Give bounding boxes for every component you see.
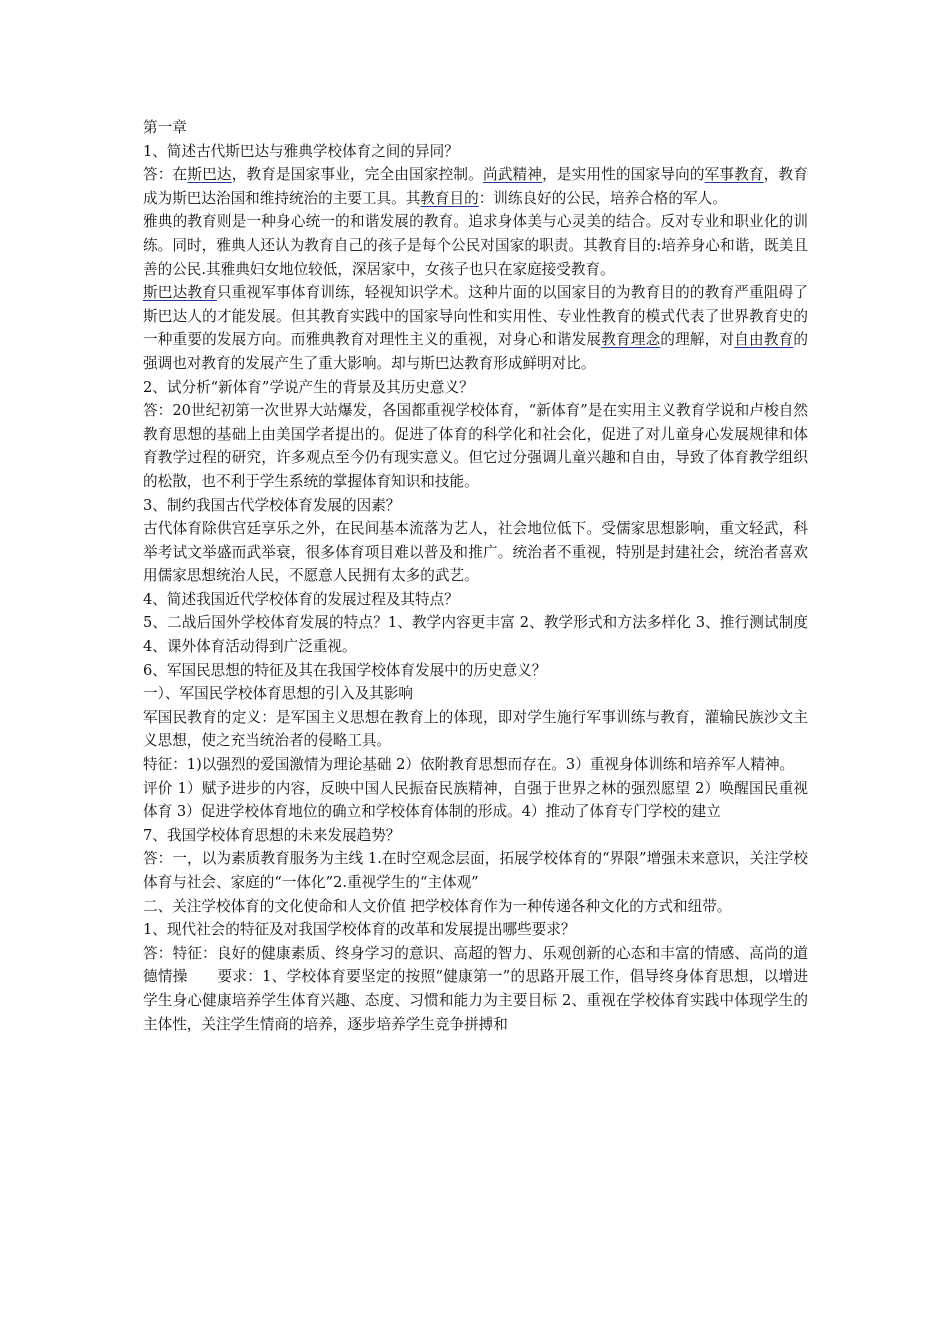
paragraph	[143, 777, 808, 824]
paragraph	[143, 659, 808, 683]
text-run: 一）、军国民学校体育思想的引入及其影响	[143, 685, 413, 703]
text-run: 6、军国民思想的特征及其在我国学校体育发展中的历史意义？	[143, 661, 547, 679]
paragraph	[143, 706, 808, 753]
text-run: ，教育成为斯巴达治国和维持统治的主要工具。其	[143, 166, 808, 207]
text-run: 军国民教育的定义：是军国主义思想在教育上的体现，即对学生施行军事训练与教育，灌输民族沙文主义思想，使之充当统治者的侵略工具。	[143, 708, 808, 750]
document-body	[143, 116, 808, 1036]
text-run: 1、现代社会的特征及对我国学校体育的改革和发展提出哪些要求？	[143, 921, 576, 939]
hyperlink[interactable]: 斯巴达教育	[143, 284, 217, 302]
text-run: 二、关注学校体育的文化使命和人文价值 把学校体育作为一种传递各种文化的方式和纽带。	[143, 897, 732, 915]
text-run: 答：在	[143, 166, 188, 184]
text-run: 答：一，以为素质教育服务为主线 1.在时空观念层面，拓展学校体育的“界限”增强未来意识，关注学校体育与社会、家庭的“一体化”2.重视学生的“主体观”	[143, 850, 808, 891]
text-run: 2、试分析“新体育”学说产生的背景及其历史意义？	[143, 378, 474, 396]
paragraph	[143, 847, 808, 894]
text-run: 雅典的教育则是一种身心统一的和谐发展的教育。追求身体美与心灵美的结合。反对专业和职业化的训练。同时，雅典人还认为教育自己的孩子是每个公民对国家的职责。其教育目的:培养身心和谐，既美且善的公民.其雅典妇女地位较低，深居家中，女孩子也只在家庭接受教育。	[143, 213, 808, 278]
text-run: 的理解，对	[660, 331, 735, 349]
hyperlink[interactable]: 尚武精神	[482, 166, 543, 184]
text-run: 只重视军事体育训练，轻视知识学术。这种片面的以国家目的为教育目的的教育严重阻碍了斯巴达人的才能发展。但其教育实践中的国家导向性和实用性、专业性教育的模式代表了世界教育史的一种重要的发展方向。而雅典教育对理性主义的重视，对身心和谐发展	[143, 284, 808, 349]
paragraph	[143, 116, 808, 140]
paragraph	[143, 210, 808, 281]
paragraph	[143, 517, 808, 588]
paragraph	[143, 895, 808, 919]
hyperlink[interactable]: 教育目的	[420, 189, 479, 207]
paragraph	[143, 588, 808, 612]
paragraph	[143, 494, 808, 518]
paragraph	[143, 281, 808, 375]
paragraph	[143, 399, 808, 493]
text-run: 3、制约我国古代学校体育发展的因素？	[143, 496, 401, 514]
paragraph	[143, 753, 808, 777]
hyperlink[interactable]: 自由教育	[734, 331, 794, 349]
text-run: ，教育是国家事业，完全由国家控制。	[231, 166, 483, 184]
text-run: 古代体育除供宫廷享乐之外，在民间基本流落为艺人，社会地位低下。受儒家思想影响，重文轻武，科举考试文举盛而武举衰，很多体育项目难以普及和推广。统治者不重视，特别是封建社会，统治者喜欢用儒家思想统治人民，不愿意人民拥有太多的武艺。	[143, 520, 808, 585]
hyperlink[interactable]: 斯巴达	[187, 166, 232, 184]
paragraph	[143, 918, 808, 942]
text-run: ，是实用性的国家导向的	[542, 166, 705, 184]
text-run: 的强调也对教育的发展产生了重大影响。却与斯巴达教育形成鲜明对比。	[143, 331, 808, 372]
paragraph	[143, 611, 808, 658]
text-run: 4、简述我国近代学校体育的发展过程及其特点？	[143, 590, 459, 608]
text-run: 评价 1）赋予进步的内容，反映中国人民振奋民族精神，自强于世界之林的强烈愿望 2）唤醒国民重视体育 3）促进学校体育地位的确立和学校体育体制的形成。4）推动了体育专门学校的建立	[143, 779, 808, 821]
hyperlink[interactable]: 军事教育	[704, 166, 764, 184]
text-run: 特征：1)以强烈的爱国激情为理论基础 2）依附教育思想而存在。3）重视身体训练和培养军人精神。	[143, 756, 795, 774]
text-run: 答：特征：良好的健康素质、终身学习的意识、高超的智力、乐观创新的心态和丰富的情感、高尚的道德情操 要求：1、学校体育要坚定的按照“健康第一”的思路开展工作，倡导终身体育思想，以增进学生身心健康培养学生体育兴趣、态度、习惯和能力为主要目标 2、重视在学校体育实践中体现学生的主体性，关注学生情商的培养，逐步培养学生竞争拼搏和	[143, 944, 808, 1033]
text-run: 第一章	[143, 119, 187, 136]
hyperlink[interactable]: 教育理念	[601, 331, 661, 349]
text-run: 答：20世纪初第一次世界大站爆发，各国都重视学校体育，“新体育”是在实用主义教育学说和卢梭自然教育思想的基础上由美国学者提出的。促进了体育的科学化和社会化，促进了对儿童身心发展规律和体育教学过程的研究，许多观点至今仍有现实意义。但它过分强调儿童兴趣和自由，导致了体育教学组织的松散，也不利于学生系统的掌握体育知识和技能。	[143, 402, 808, 490]
paragraph	[143, 942, 808, 1036]
paragraph	[143, 824, 808, 848]
paragraph	[143, 140, 808, 164]
text-run: 7、我国学校体育思想的未来发展趋势？	[143, 826, 401, 844]
text-run: 1、简述古代斯巴达与雅典学校体育之间的异同？	[143, 142, 459, 160]
paragraph	[143, 682, 808, 706]
paragraph	[143, 163, 808, 210]
text-run: 5、二战后国外学校体育发展的特点？1、教学内容更丰富 2、教学形式和方法多样化 3、推行测试制度 4、课外体育活动得到广泛重视。	[143, 614, 808, 656]
text-run: ：训练良好的公民，培养合格的军人。	[478, 189, 727, 207]
paragraph	[143, 376, 808, 400]
